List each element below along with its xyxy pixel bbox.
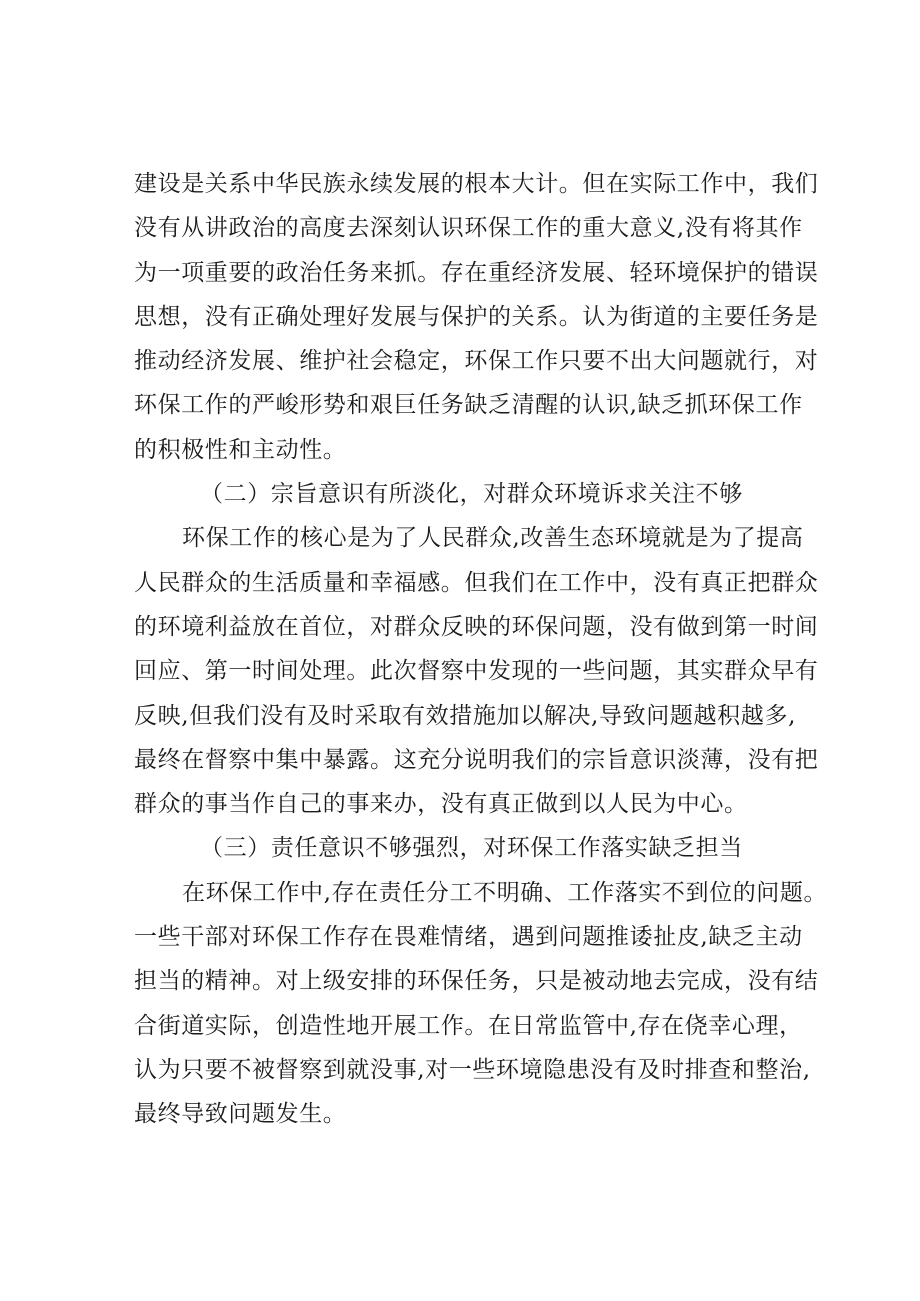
paragraph-1 xyxy=(134,162,819,472)
paragraph-line: 在环保工作中,存在责任分工不明确、工作落实不到位的问题。 xyxy=(182,879,828,906)
paragraph-line: 没有从讲政治的高度去深刻认识环保工作的重大意义,没有将其作 xyxy=(134,215,803,242)
paragraph-line: 回应、第一时间处理。此次督察中发现的一些问题，其实群众早有 xyxy=(134,658,819,685)
paragraph-line: 最终导致问题发生。 xyxy=(134,1101,347,1128)
paragraph-line: 建设是关系中华民族永续发展的根本大计。但在实际工作中，我们 xyxy=(134,171,819,197)
section-heading-3: （三）责任意识不够强烈，对环保工作落实缺乏担当 xyxy=(200,835,743,862)
paragraph-line: 一些干部对环保工作存在畏难情绪，遇到问题推诿扯皮,缺乏主动 xyxy=(134,924,803,951)
paragraph-line: 为一项重要的政治任务来抓。存在重经济发展、轻环境保护的错误 xyxy=(134,259,819,286)
paragraph-line: 思想，没有正确处理好发展与保护的关系。认为街道的主要任务是 xyxy=(134,303,819,330)
paragraph-line: 环保工作的核心是为了人民群众,改善生态环境就是为了提高 xyxy=(182,525,804,552)
paragraph-line: 合街道实际，创造性地开展工作。在日常监管中,存在侥幸心理， xyxy=(134,1012,803,1039)
document-body xyxy=(134,162,828,1137)
paragraph-line: 推动经济发展、维护社会稳定，环保工作只要不出大问题就行，对 xyxy=(134,348,819,375)
paragraph-line: 群众的事当作自己的事来办，没有真正做到以人民为中心。 xyxy=(134,791,748,818)
paragraph-line: 环保工作的严峻形势和艰巨任务缺乏清醒的认识,缺乏抓环保工作 xyxy=(134,392,803,419)
paragraph-3 xyxy=(134,871,828,1137)
paragraph-line: 的环境利益放在首位，对群众反映的环保问题，没有做到第一时间 xyxy=(134,613,819,640)
paragraph-line: 担当的精神。对上级安排的环保任务，只是被动地去完成，没有结 xyxy=(134,968,819,995)
paragraph-line: 的积极性和主动性。 xyxy=(134,436,347,463)
paragraph-line: 反映,但我们没有及时采取有效措施加以解决,导致问题越积越多, xyxy=(134,702,796,729)
paragraph-line: 认为只要不被督察到就没事,对一些环境隐患没有及时排查和整治, xyxy=(134,1056,811,1083)
section-heading-2: （二）宗旨意识有所淡化，对群众环境诉求关注不够 xyxy=(200,481,743,508)
paragraph-2 xyxy=(134,516,819,826)
paragraph-line: 人民群众的生活质量和幸福感。但我们在工作中，没有真正把群众 xyxy=(134,569,819,596)
paragraph-line: 最终在督察中集中暴露。这充分说明我们的宗旨意识淡薄，没有把 xyxy=(134,746,819,773)
